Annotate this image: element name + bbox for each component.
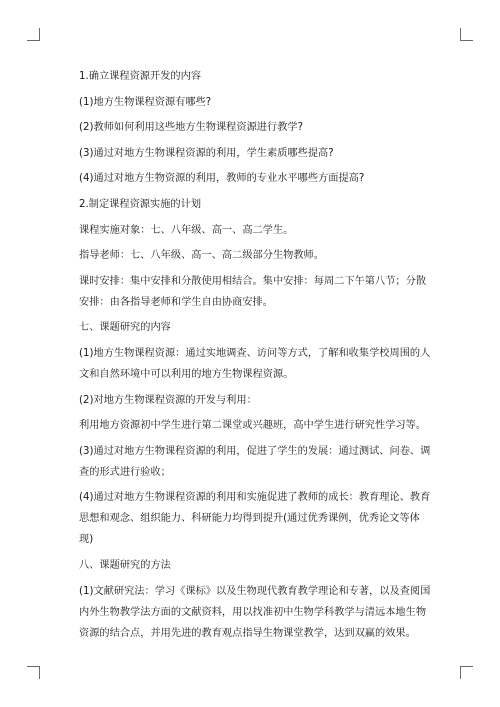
content-item: (3)通过对地方生物课程资源的利用，促进了学生的发展：通过测试、问卷、调查的形式进行验收； xyxy=(79,445,431,478)
question-item: (1)地方生物课程资源有哪些? xyxy=(79,96,212,108)
plan-item: 课时安排：集中安排和分散使用相结合。集中安排：每周二下午第八节；分散安排：由各指导老师和学生自由协商安排。 xyxy=(79,275,427,308)
chapter-heading: 七、课题研究的内容 xyxy=(79,322,171,334)
question-item: (4)通过对地方生物资源的利用，教师的专业水平哪些方面提高? xyxy=(79,173,365,185)
crop-mark-top-left xyxy=(27,28,40,41)
plan-item: 课程实施对象：七、八年级、高一、高二学生。 xyxy=(79,224,294,236)
section-heading: 2.制定课程资源实施的计划 xyxy=(79,198,202,210)
crop-mark-top-right xyxy=(460,28,473,41)
content-item: (2)对地方生物课程资源的开发与利用： xyxy=(79,394,257,406)
method-item: (1)文献研究法：学习《课标》以及生物现代教育教学理论和专著，以及查阅国内外生物教学法方面的文献资料，用以找准初中生物学科教学与清远本地生物资源的结合点，并用先进的教育观点指导生物课堂教学，达到双赢的效果。 xyxy=(79,585,431,639)
content-item: (1)地方生物课程资源：通过实地调查、访问等方式，了解和收集学校周围的人文和自然环境中可以利用的地方生物课程资源。 xyxy=(79,347,431,380)
chapter-heading: 八、课题研究的方法 xyxy=(79,559,171,571)
content-item: (4)通过对地方生物课程资源的利用和实施促进了教师的成长：教育理论、教育思想和观念、组织能力、科研能力均得到提升(通过优秀课例，优秀论文等体现) xyxy=(79,492,431,546)
document-body xyxy=(79,66,431,648)
content-item: 利用地方资源初中学生进行第二课堂或兴趣班，高中学生进行研究性学习等。 xyxy=(79,420,427,432)
crop-mark-bottom-right xyxy=(460,666,473,679)
section-heading: 1.确立课程资源开发的内容 xyxy=(79,71,202,82)
plan-item: 指导老师：七、八年级、高一、高二级部分生物教师。 xyxy=(79,250,324,262)
crop-mark-bottom-left xyxy=(27,666,40,679)
question-item: (3)通过对地方生物课程资源的利用，学生素质哪些提高? xyxy=(79,147,334,159)
question-item: (2)教师如何利用这些地方生物课程资源进行教学? xyxy=(79,122,304,134)
